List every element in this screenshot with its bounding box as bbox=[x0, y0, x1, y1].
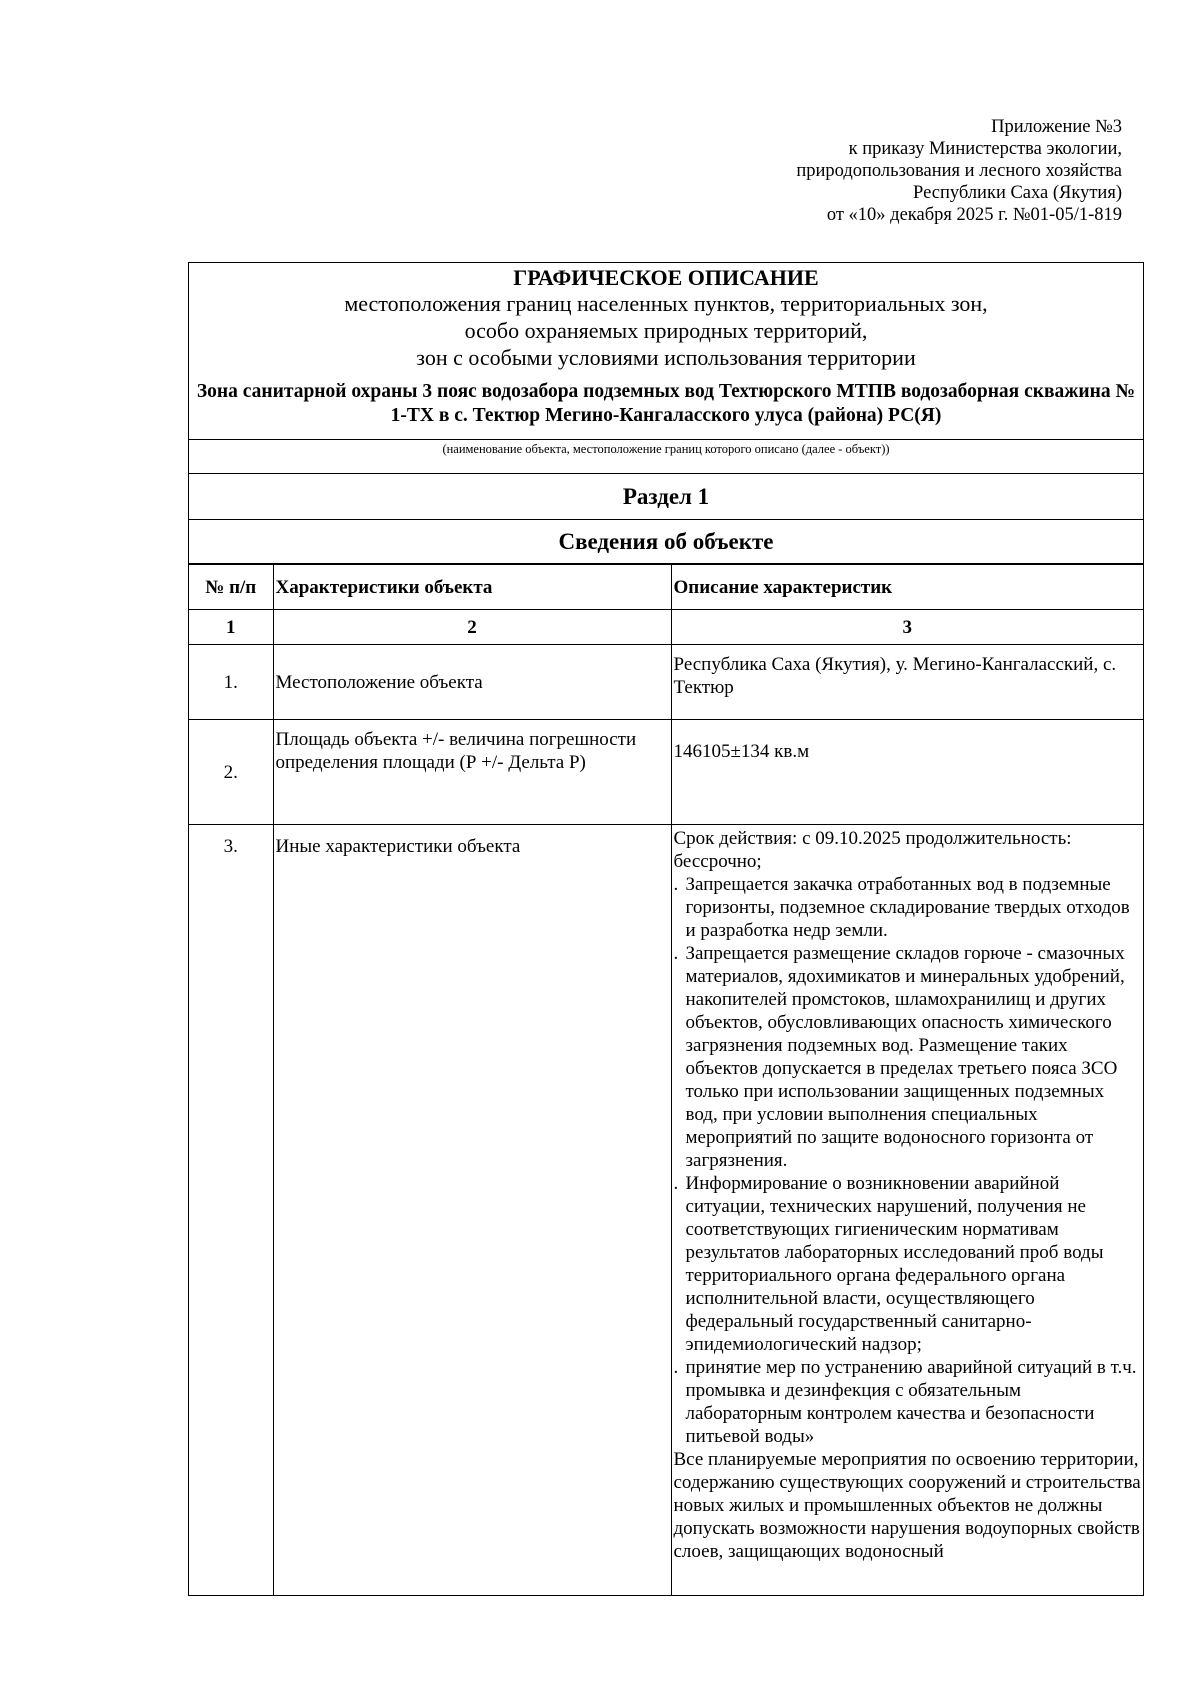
list-item bbox=[674, 1172, 1142, 1356]
object-name: Зона санитарной охраны 3 пояс водозабора подземных вод Техтюрского МТПВ водозаборная скважина № 1-ТХ в с. Тектюр Мегино-Кангаласского улуса (района) РС(Я) bbox=[196, 381, 1136, 426]
column-number-1: 1 bbox=[189, 610, 273, 645]
row-1-name: Местоположение объекта bbox=[273, 645, 671, 720]
annex-line-3: природопользования и лесного хозяйства bbox=[796, 161, 1122, 181]
annex-line-1: Приложение №3 bbox=[991, 117, 1122, 137]
table-row bbox=[189, 825, 1143, 1596]
list-item bbox=[674, 1356, 1142, 1448]
bullet-mark: . bbox=[673, 1357, 679, 1378]
row-3-num: 3. bbox=[189, 825, 273, 1596]
column-number-2: 2 bbox=[273, 610, 671, 645]
annex-line-5: от «10» декабря 2025 г. №01-05/1-819 bbox=[826, 205, 1122, 225]
list-item bbox=[674, 873, 1142, 942]
row-1-value: Республика Саха (Якутия), у. Мегино-Кангаласский, с. Тектюр bbox=[671, 645, 1143, 720]
document-frame bbox=[188, 262, 1144, 1596]
table-header-row bbox=[189, 565, 1143, 610]
restrictions-list bbox=[674, 873, 1142, 1448]
list-item bbox=[674, 942, 1142, 1172]
header-cell-value: Описание характеристик bbox=[671, 565, 1143, 610]
bullet-mark: . bbox=[673, 1173, 679, 1194]
row-3-value bbox=[671, 825, 1143, 1596]
annex-block bbox=[622, 116, 1122, 226]
table-row bbox=[189, 645, 1143, 720]
annex-line-4: Республики Саха (Якутия) bbox=[913, 183, 1122, 203]
list-item-text: Запрещается размещение складов горюче - смазочных материалов, ядохимикатов и минеральных удобрений, накопителей промстоков, шламохранилищ и других объектов, обусловливающих опасность химического загрязнения подземных вод. Размещение таких объектов допускается в пределах третьего пояса ЗСО только при использовании защищенных подземных вод, при условии выполнения специальных мероприятий по защите водоносного горизонта от загрязнения. bbox=[685, 943, 1125, 1171]
row-3-intro: Срок действия: с 09.10.2025 продолжительность: бессрочно; bbox=[673, 828, 1072, 872]
row-1-num: 1. bbox=[189, 645, 273, 720]
document-header bbox=[189, 262, 1143, 440]
document-title: ГРАФИЧЕСКОЕ ОПИСАНИЕ bbox=[513, 265, 819, 290]
header-cell-num: № п/п bbox=[189, 565, 273, 610]
section-title: Раздел 1 bbox=[189, 474, 1143, 520]
list-item-text: Запрещается закачка отработанных вод в подземные горизонты, подземное складирование твердых отходов и разработка недр земли. bbox=[685, 874, 1130, 941]
table-row bbox=[189, 720, 1143, 825]
header-cell-name: Характеристики объекта bbox=[273, 565, 671, 610]
list-item-text: Информирование о возникновении аварийной ситуации, технических нарушений, получения не соответствующих гигиеническим нормативам результатов лабораторных исследований проб воды территориального органа федерального органа исполнительной власти, осуществляющего федеральный государственный санитарно-эпидемиологический надзор; bbox=[685, 1173, 1104, 1355]
bullet-mark: . bbox=[673, 943, 679, 964]
object-note: (наименование объекта, местоположение границ которого описано (далее - объект)) bbox=[189, 440, 1143, 474]
row-2-num: 2. bbox=[189, 720, 273, 825]
row-3-name: Иные характеристики объекта bbox=[273, 825, 671, 1596]
row-2-value: 146105±134 кв.м bbox=[671, 720, 1143, 825]
section-subtitle: Сведения об объекте bbox=[189, 520, 1143, 564]
row-3-tail: Все планируемые мероприятия по освоению территории, содержанию существующих сооружений и строительства новых жилых и промышленных объектов не должны допускать возможности нарушения водоупорных свойств слоев, защищающих водоносный bbox=[673, 1449, 1141, 1562]
subtitle-line-1: местоположения границ населенных пунктов, территориальных зон, bbox=[344, 291, 988, 316]
column-number-row bbox=[189, 610, 1143, 645]
column-number-3: 3 bbox=[671, 610, 1143, 645]
list-item-text: принятие мер по устранению аварийной ситуаций в т.ч. промывка и дезинфекция с обязательным лабораторным контролем качества и безопасности питьевой воды» bbox=[685, 1357, 1137, 1447]
row-2-name: Площадь объекта +/- величина погрешности определения площади (Р +/- Дельта Р) bbox=[273, 720, 671, 825]
annex-line-2: к приказу Министерства экологии, bbox=[848, 139, 1122, 159]
characteristics-table bbox=[189, 564, 1143, 1596]
subtitle-line-2: особо охраняемых природных территорий, bbox=[464, 318, 868, 343]
bullet-mark: . bbox=[673, 874, 679, 895]
subtitle-line-3: зон с особыми условиями использования территории bbox=[416, 345, 916, 370]
